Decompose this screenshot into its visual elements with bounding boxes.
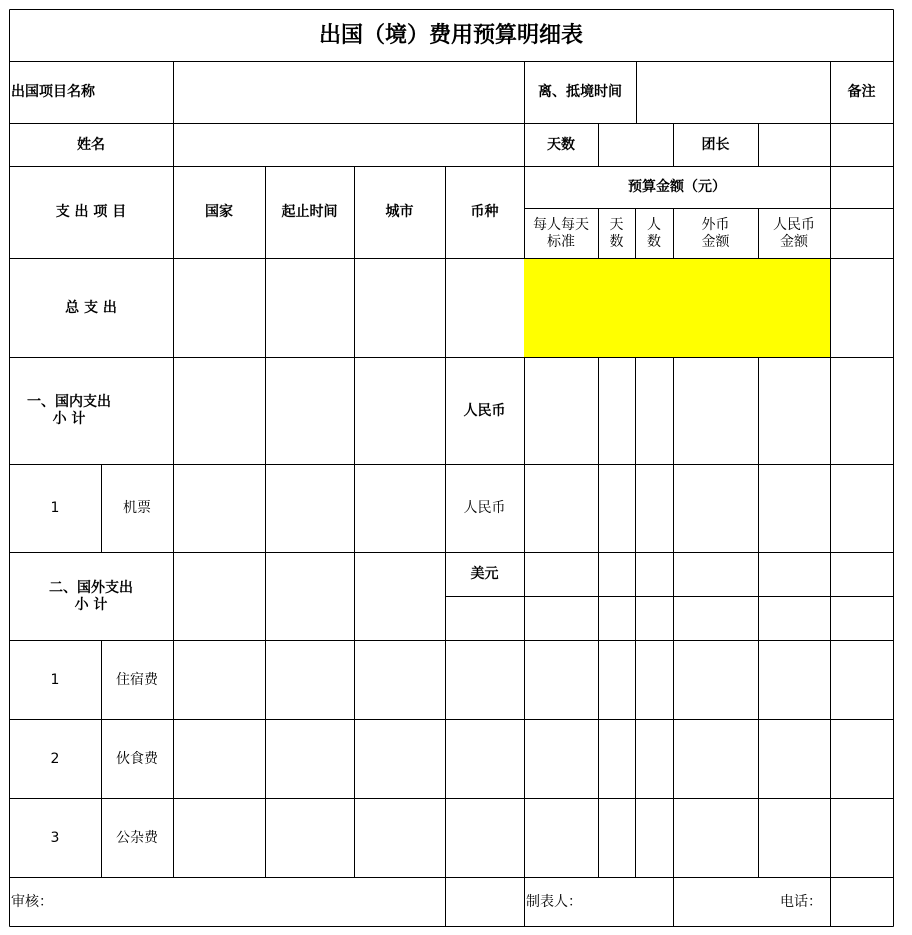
row-itemB-name: 伙食费: [116, 750, 158, 767]
row-itemC-name: 公杂费: [116, 829, 158, 846]
col-daily-standard: 每人每天 标准: [533, 216, 589, 250]
col-budget-amount: 预算金额（元）: [628, 179, 726, 195]
footer-preparer-label: 制表人：: [526, 893, 582, 910]
row-itemA-no: 1: [50, 671, 60, 688]
col-persons: 人 数: [647, 216, 661, 250]
footer-review-label: 审核：: [11, 893, 53, 910]
row-total-label: 总 支 出: [65, 299, 117, 316]
project-name-field[interactable]: [173, 62, 524, 123]
col-time-range: 起止时间: [281, 204, 338, 220]
days-label: 天数: [547, 136, 575, 153]
col-country: 国家: [205, 204, 233, 220]
row-item1-name: 机票: [123, 500, 151, 516]
page-title: 出国（境）费用预算明细表: [318, 22, 583, 48]
col-expense-item: 支 出 项 目: [55, 204, 127, 220]
remarks-label: 备注: [847, 84, 876, 100]
name-label: 姓名: [77, 136, 105, 153]
row-itemA-name: 住宿费: [116, 671, 158, 688]
name-field[interactable]: [173, 124, 524, 166]
col-rmb-amount: 人民币 金额: [773, 216, 815, 250]
leader-field[interactable]: [758, 124, 830, 166]
departure-time-field[interactable]: [636, 62, 830, 123]
days-field[interactable]: [598, 124, 673, 166]
leader-label: 团长: [701, 136, 730, 153]
row-item1-currency: 人民币: [463, 500, 506, 516]
row-itemC-no: 3: [50, 829, 60, 846]
departure-time-label: 离、抵境时间: [538, 84, 622, 100]
col-city: 城市: [385, 204, 414, 220]
row-domestic-subtotal: 一、国内支出 小 计: [27, 394, 111, 427]
row-foreign-currency: 美元: [470, 566, 499, 582]
project-name-label: 出国项目名称: [11, 84, 95, 100]
row-item1-no: 1: [50, 500, 60, 516]
col-days: 天 数: [609, 216, 624, 250]
row-domestic-currency: 人民币: [463, 402, 506, 419]
col-foreign-amount: 外币 金额: [701, 216, 730, 250]
footer-phone-label: 电话：: [780, 893, 822, 910]
row-itemB-no: 2: [50, 750, 60, 767]
col-currency: 币种: [470, 204, 499, 220]
row-foreign-subtotal: 二、国外支出 小 计: [49, 579, 133, 613]
total-highlight: [524, 259, 830, 357]
